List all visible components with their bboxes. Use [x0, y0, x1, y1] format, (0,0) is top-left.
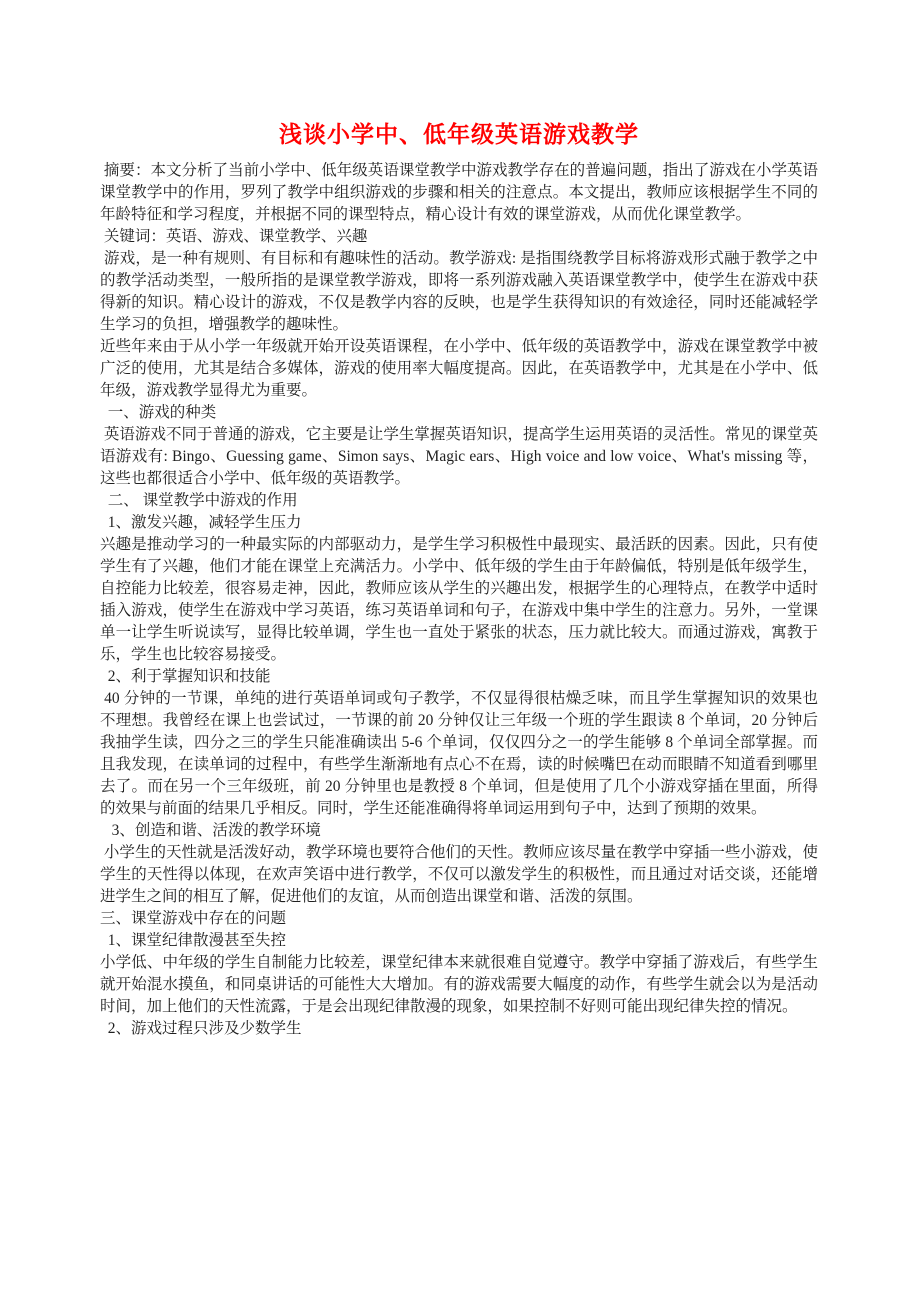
paragraph: 一、游戏的种类	[100, 404, 217, 421]
document-body	[100, 160, 818, 1040]
paragraph: 关键词：英语、游戏、课堂教学、兴趣	[100, 228, 368, 245]
document-title: 浅谈小学中、低年级英语游戏教学	[279, 122, 639, 147]
paragraph: 英语游戏不同于普通的游戏，它主要是让学生掌握英语知识，提高学生运用英语的灵活性。常见的课堂英语游戏有: Bingo、Guessing game、Simon says、Magic ears、High voice and low voice、What's missing 等，这些也都很适合小学中、低年级的英语教学。	[100, 426, 818, 487]
paragraph: 小学低、中年级的学生自制能力比较差，课堂纪律本来就很难自觉遵守。教学中穿插了游戏后，有些学生就开始混水摸鱼，和同桌讲话的可能性大大增加。有的游戏需要大幅度的动作，有些学生就会以为是活动时间，加上他们的天性流露，于是会出现纪律散漫的现象，如果控制不好则可能出现纪律失控的情况。	[100, 954, 818, 1015]
paragraph: 1、激发兴趣，减轻学生压力	[100, 514, 302, 531]
paragraph: 1、课堂纪律散漫甚至失控	[100, 932, 287, 949]
paragraph: 2、利于掌握知识和技能	[100, 668, 271, 685]
paragraph: 40 分钟的一节课，单纯的进行英语单词或句子教学，不仅显得很枯燥乏味，而且学生掌握知识的效果也不理想。我曾经在课上也尝试过，一节课的前 20 分钟仅让三年级一个班的学生跟读 8 个单词，20 分钟后我抽学生读，四分之三的学生只能准确读出 5-6 个单词，仅仅四分之一的学生能够 8 个单词全部掌握。而且我发现，在读单词的过程中，有些学生渐渐地有点心不在焉，读的时候嘴巴在动而眼睛不知道看到哪里去了。而在另一个三年级班，前 20 分钟里也是教授 8 个单词，但是使用了几个小游戏穿插在里面，所得的效果与前面的结果几乎相反。同时，学生还能准确得将单词运用到句子中，达到了预期的效果。	[100, 690, 818, 817]
paragraph: 3、创造和谐、活泼的教学环境	[100, 822, 321, 839]
paragraph: 2、游戏过程只涉及少数学生	[100, 1020, 302, 1037]
paragraph: 兴趣是推动学习的一种最实际的内部驱动力，是学生学习积极性中最现实、最活跃的因素。因此，只有使学生有了兴趣，他们才能在课堂上充满活力。小学中、低年级的学生由于年龄偏低，特别是低年级学生，自控能力比较差，很容易走神，因此，教师应该从学生的兴趣出发，根据学生的心理特点，在教学中适时插入游戏，使学生在游戏中学习英语，练习英语单词和句子，在游戏中集中学生的注意力。另外，一堂课单一让学生听说读写，显得比较单调，学生也一直处于紧张的状态，压力就比较大。而通过游戏，寓教于乐，学生也比较容易接受。	[100, 536, 818, 663]
paragraph: 游戏，是一种有规则、有目标和有趣味性的活动。教学游戏: 是指围绕教学目标将游戏形式融于教学之中的教学活动类型，一般所指的是课堂教学游戏，即将一系列游戏融入英语课堂教学中，使学生在游戏中获得新的知识。精心设计的游戏，不仅是教学内容的反映，也是学生获得知识的有效途径，同时还能减轻学生学习的负担，增强教学的趣味性。	[100, 250, 818, 333]
paragraph: 近些年来由于从小学一年级就开始开设英语课程，在小学中、低年级的英语教学中，游戏在课堂教学中被广泛的使用，尤其是结合多媒体，游戏的使用率大幅度提高。因此，在英语教学中，尤其是在小学中、低年级，游戏教学显得尤为重要。	[100, 338, 818, 399]
paragraph: 二、 课堂教学中游戏的作用	[100, 492, 298, 509]
paragraph: 小学生的天性就是活泼好动，教学环境也要符合他们的天性。教师应该尽量在教学中穿插一些小游戏，使学生的天性得以体现，在欢声笑语中进行教学，不仅可以激发学生的积极性，而且通过对话交谈，还能增进学生之间的相互了解，促进他们的友谊，从而创造出课堂和谐、活泼的氛围。	[100, 844, 818, 905]
paragraph: 三、课堂游戏中存在的问题	[100, 910, 287, 927]
paragraph: 摘要：本文分析了当前小学中、低年级英语课堂教学中游戏教学存在的普遍问题，指出了游戏在小学英语课堂教学中的作用，罗列了教学中组织游戏的步骤和相关的注意点。本文提出，教师应该根据学生不同的年龄特征和学习程度，并根据不同的课型特点，精心设计有效的课堂游戏，从而优化课堂教学。	[100, 162, 818, 223]
